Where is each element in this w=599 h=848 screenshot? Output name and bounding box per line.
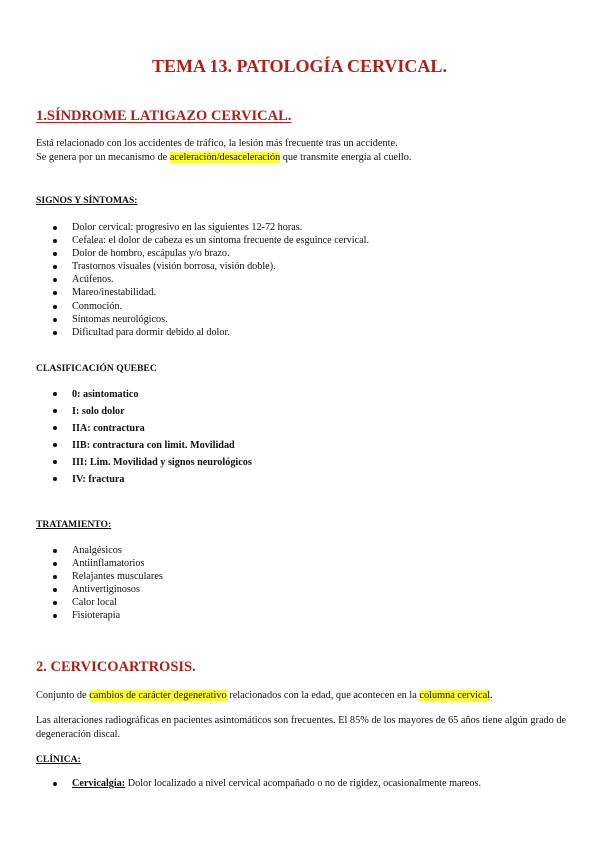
section-1-intro [36,137,569,165]
list-item: I: solo dolor [36,403,252,420]
list-item: Trastornos visuales (visión borrosa, visión doble). [36,260,369,273]
section-2-paragraph-1: Conjunto de cambios de carácter degenerativo relacionados con la edad, que acontecen en la columna cervical. [36,690,493,701]
list-item: III: Lim. Movilidad y signos neurológicos [36,454,252,471]
list-item: Analgésicos [36,544,163,557]
list-item: Mareo/inestabilidad. [36,286,369,299]
page-title: TEMA 13. PATOLOGÍA CERVICAL. [152,56,447,76]
list-item: IIA: contractura [36,420,252,437]
list-item: Dificultad para dormir debido al dolor. [36,326,369,339]
list-item: Conmoción. [36,300,369,313]
intro-line-2-post: que transmite energía al cuello. [280,152,412,163]
clasificacion-list [36,386,252,488]
list-item: Relajantes musculares [36,570,163,583]
tratamiento-heading: TRATAMIENTO: [36,519,112,530]
intro-line-2-pre: Se genera por un mecanismo de [36,152,170,163]
highlight-columna: columna cervical [419,690,491,701]
clinica-list [36,777,481,790]
list-item: IIB: contractura con limit. Movilidad [36,437,252,454]
section-2-paragraph-2: Las alteraciones radiográficas en pacientes asintomáticos son frecuentes. El 85% de los mayores de 65 años tiene algún grado de degeneración discal. [36,715,567,740]
tratamiento-list [36,544,163,623]
list-item: Acúfenos. [36,273,369,286]
list-item: Antivertiginosos [36,583,163,596]
list-item: Cefalea: el dolor de cabeza es un síntoma frecuente de esguince cervical. [36,234,369,247]
signos-list [36,221,369,339]
list-item: Antiinflamatorios [36,557,163,570]
clasificacion-heading: CLASIFICACIÓN QUEBEC [36,363,157,374]
clinica-heading: CLÍNICA: [36,754,81,765]
signos-heading: SIGNOS Y SÍNTOMAS: [36,195,138,206]
list-item: IV: fractura [36,471,252,488]
list-item: 0: asintomatico [36,386,252,403]
list-item [36,777,481,790]
clinica-term: Cervicalgia: [72,778,126,789]
highlight-degenerativo: cambios de carácter degenerativo [89,690,227,701]
section-2-heading: 2. CERVICOARTROSIS. [36,659,196,675]
list-item: Calor local [36,596,163,609]
intro-line-1: Está relacionado con los accidentes de tráfico, la lesión más frecuente tras un accidente. [36,138,398,149]
list-item: Síntomas neurológicos. [36,313,369,326]
list-item: Dolor de hombro, escápulas y/o brazo. [36,247,369,260]
intro-highlight: aceleración/desaceleración [169,152,281,163]
section-1-heading: 1.SÍNDROME LATIGAZO CERVICAL. [36,108,292,124]
list-item: Fisioterapia [36,609,163,622]
clinica-text: Dolor localizado a nivel cervical acompañado o no de rigidez, ocasionalmente mareos. [125,778,482,789]
list-item: Dolor cervical: progresivo en las siguientes 12-72 horas. [36,221,369,234]
